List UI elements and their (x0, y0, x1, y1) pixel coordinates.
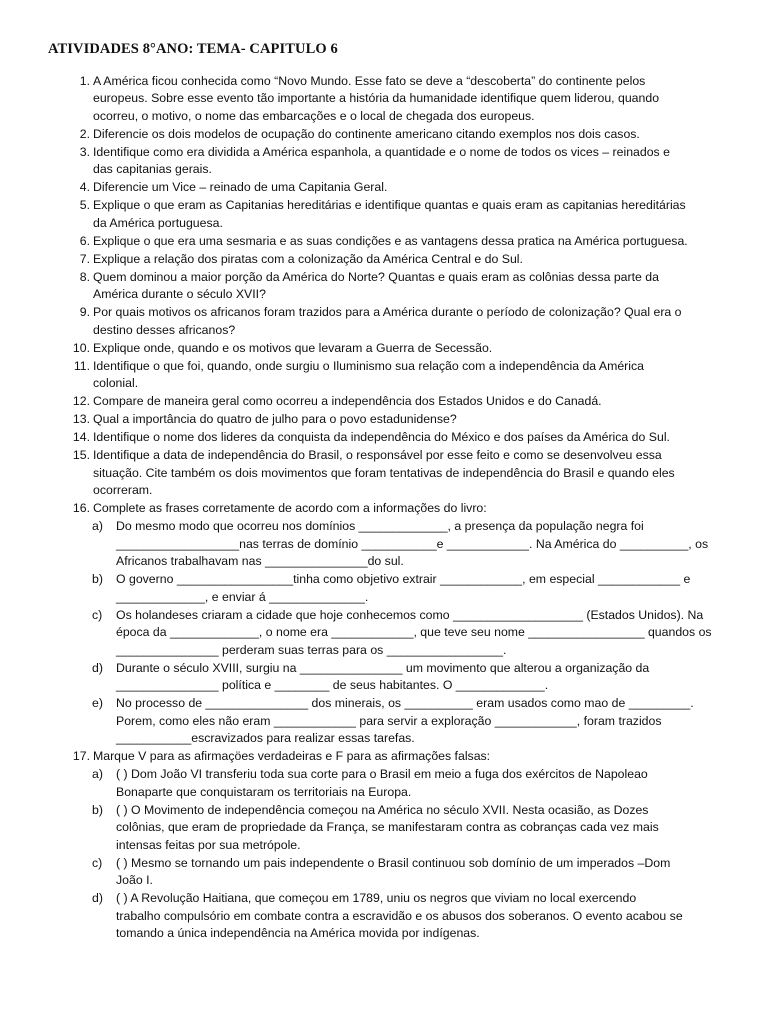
text-line: tomando a única independência na América movida por indígenas. (116, 926, 480, 940)
item-letter: d) (92, 660, 103, 675)
question-number: 16. (72, 501, 90, 515)
item-letter: c) (92, 607, 103, 622)
text-line: América durante o século XVII? (93, 287, 266, 301)
text-line: Bonaparte que conquistaram os territoriais na Europa. (116, 784, 412, 799)
item-letter: b) (92, 572, 103, 586)
item-letter: c) (92, 855, 103, 870)
item-text (116, 890, 726, 943)
item-text (116, 518, 726, 571)
question-number: 5. (79, 198, 90, 212)
text-line: das capitanias gerais. (93, 162, 212, 176)
question-text (93, 447, 715, 500)
question-number: 4. (79, 180, 90, 194)
text-line: ( ) Dom João VI transferiu toda sua corte para o Brasil em meio a fuga dos exércitos de Napoleao (116, 767, 648, 781)
item-letter: e) (92, 696, 103, 710)
text-line: colônias, que eram de propriedade da França, se manifestaram contra as cobranças cada vez mais (116, 820, 659, 834)
item-letter: d) (92, 891, 103, 905)
text-line: Diferencie um Vice – reinado de uma Capitania Geral. (93, 180, 388, 194)
question-number: 11. (73, 358, 90, 373)
text-line: Explique o que eram as Capitanias hereditárias e identifique quantas e quais eram as capitanias hereditárias (93, 198, 686, 212)
text-line: da América portuguesa. (93, 215, 223, 230)
question-number: 7. (79, 251, 90, 266)
text-line: Diferencie os dois modelos de ocupação do continente americano citando exemplos nos dois casos. (93, 126, 640, 141)
question-number: 9. (79, 305, 90, 319)
text-line: trabalho compulsório em combate contra a escravidão e os abusos dos soberanos. O evento acabou se (116, 908, 683, 923)
question-number: 2. (79, 126, 90, 141)
text-line: Os holandeses criaram a cidade que hoje conhecemos como ___________________ (Estados Unidos). Na (116, 607, 704, 622)
question-text (93, 340, 715, 358)
text-line: Marque V para as afirmaçöes verdadeiras e F para as afirmações falsas: (93, 749, 491, 763)
text-line: ( ) O Movimento de independência começou na América no século XVII. Nesta ocasião, as Dozes (116, 802, 649, 817)
text-line: A América ficou conhecida como “Novo Mundo. Esse fato se deve a “descoberta” do continente pelos (93, 73, 646, 88)
text-line: No processo de _______________ dos minerais, os __________ eram usados como mao de _________. (116, 696, 694, 710)
text-line: __________________nas terras de domínio ___________e ____________. Na América do __________, os (116, 536, 709, 551)
item-letter: a) (92, 519, 103, 533)
text-line: _____________, e enviar á ______________. (116, 589, 369, 604)
text-line: Durante o século XVIII, surgiu na _______________ um movimento que alterou a organização da (116, 660, 650, 675)
text-line: Explique onde, quando e os motivos que levaram a Guerra de Secessão. (93, 340, 493, 355)
item-text (116, 802, 726, 855)
question-text (93, 429, 715, 447)
text-line: Quem dominou a maior porção da América do Norte? Quantas e quais eram as colônias dessa parte da (93, 269, 659, 284)
text-line: Porem, como eles não eram ____________ para servir a exploração ____________, foram trazidos (116, 713, 662, 728)
text-line: Qual a importância do quatro de julho para o povo estadunidense? (93, 412, 457, 426)
text-line: Identifique o que foi, quando, onde surgiu o Iluminismo sua relação com a independência da América (93, 358, 644, 373)
question-text (93, 304, 715, 339)
text-line: _______________ política e ________ de seus habitantes. O _____________. (116, 678, 549, 692)
text-line: ocorreu, o motivo, o nome das embarcações e o local de chegada dos europeus. (93, 108, 535, 123)
text-line: ( ) Mesmo se tornando um pais independente o Brasil continuou sob domínio de um imperados –Dom (116, 855, 671, 870)
item-text (116, 607, 726, 660)
text-line: ___________escravizados para realizar essas tarefas. (116, 731, 415, 745)
text-line: europeus. Sobre esse evento tão importante a história da humanidade identifique quem liderou, quando (93, 91, 660, 105)
question-number: 6. (79, 233, 90, 248)
text-line: Por quais motivos os africanos foram trazidos para a América durante o período de colonização? Qual era o (93, 305, 682, 319)
text-line: destino desses africanos? (93, 322, 236, 337)
question-number: 1. (79, 73, 90, 88)
question-text (93, 748, 715, 766)
question-text (93, 393, 715, 411)
text-line: Complete as frases corretamente de acordo com a informações do livro: (93, 501, 487, 515)
text-line: Explique a relação dos piratas com a colonização da América Central e do Sul. (93, 251, 523, 266)
item-text (116, 571, 726, 606)
text-line: Identifique a data de independência do Brasil, o responsável por esse feito e como se desenvolveu essa (93, 448, 662, 462)
text-line: intensas feitas por sua metrópole. (116, 837, 301, 852)
text-line: ( ) A Revolução Haitiana, que começou em 1789, uniu os negros que viviam no local exercendo (116, 891, 637, 905)
question-text (93, 144, 715, 179)
item-letter: b) (92, 802, 103, 817)
question-text (93, 500, 715, 518)
item-text (116, 855, 726, 890)
question-number: 14. (72, 430, 90, 444)
text-line: colonial. (93, 376, 139, 390)
question-text (93, 269, 715, 304)
question-text (93, 358, 715, 393)
question-text (93, 411, 715, 429)
question-number: 13. (72, 412, 90, 426)
question-number: 17. (72, 749, 90, 763)
text-line: Identifique como era dividida a América espanhola, a quantidade e o nome de todos os vices – reinados e (93, 144, 670, 159)
text-line: situação. Cite também os dois movimentos que foram tentativas de independência do Brasil e quando eles (93, 465, 675, 480)
item-text (116, 695, 726, 748)
document-title: ATIVIDADES 8°ANO: TEMA- CAPITULO 6 (48, 41, 338, 57)
text-line: O governo _________________tinha como objetivo extrair ____________, em especial ____________ e (116, 572, 691, 586)
item-text (116, 660, 726, 695)
item-letter: a) (92, 767, 103, 781)
question-text (93, 73, 715, 126)
text-line: ocorreram. (93, 483, 153, 497)
text-line: Africanos trabalhavam nas _______________do sul. (116, 554, 404, 568)
text-line: João I. (116, 873, 153, 887)
question-number: 3. (79, 144, 90, 159)
text-line: Identifique o nome dos lideres da conquista da independência do México e dos países da América do Sul. (93, 430, 670, 444)
question-number: 15. (72, 448, 90, 462)
question-text (93, 126, 715, 144)
question-text (93, 251, 715, 269)
text-line: Do mesmo modo que ocorreu nos domínios _____________, a presença da população negra foi (116, 519, 644, 533)
item-text (116, 766, 726, 801)
text-line: época da _____________, o nome era ____________, que teve seu nome _________________ quandos os (116, 625, 712, 639)
question-text (93, 179, 715, 197)
question-number: 8. (79, 269, 90, 284)
text-line: Explique o que era uma sesmaria e as suas condições e as vantagens dessa pratica na América portuguesa. (93, 233, 688, 248)
question-number: 10. (72, 340, 90, 355)
text-line: _______________ perderam suas terras para os _________________. (116, 642, 507, 657)
text-line: Compare de maneira geral como ocorreu a independência dos Estados Unidos e do Canadá. (93, 394, 602, 408)
question-text (93, 197, 715, 232)
question-text (93, 233, 715, 251)
question-number: 12. (72, 394, 90, 408)
